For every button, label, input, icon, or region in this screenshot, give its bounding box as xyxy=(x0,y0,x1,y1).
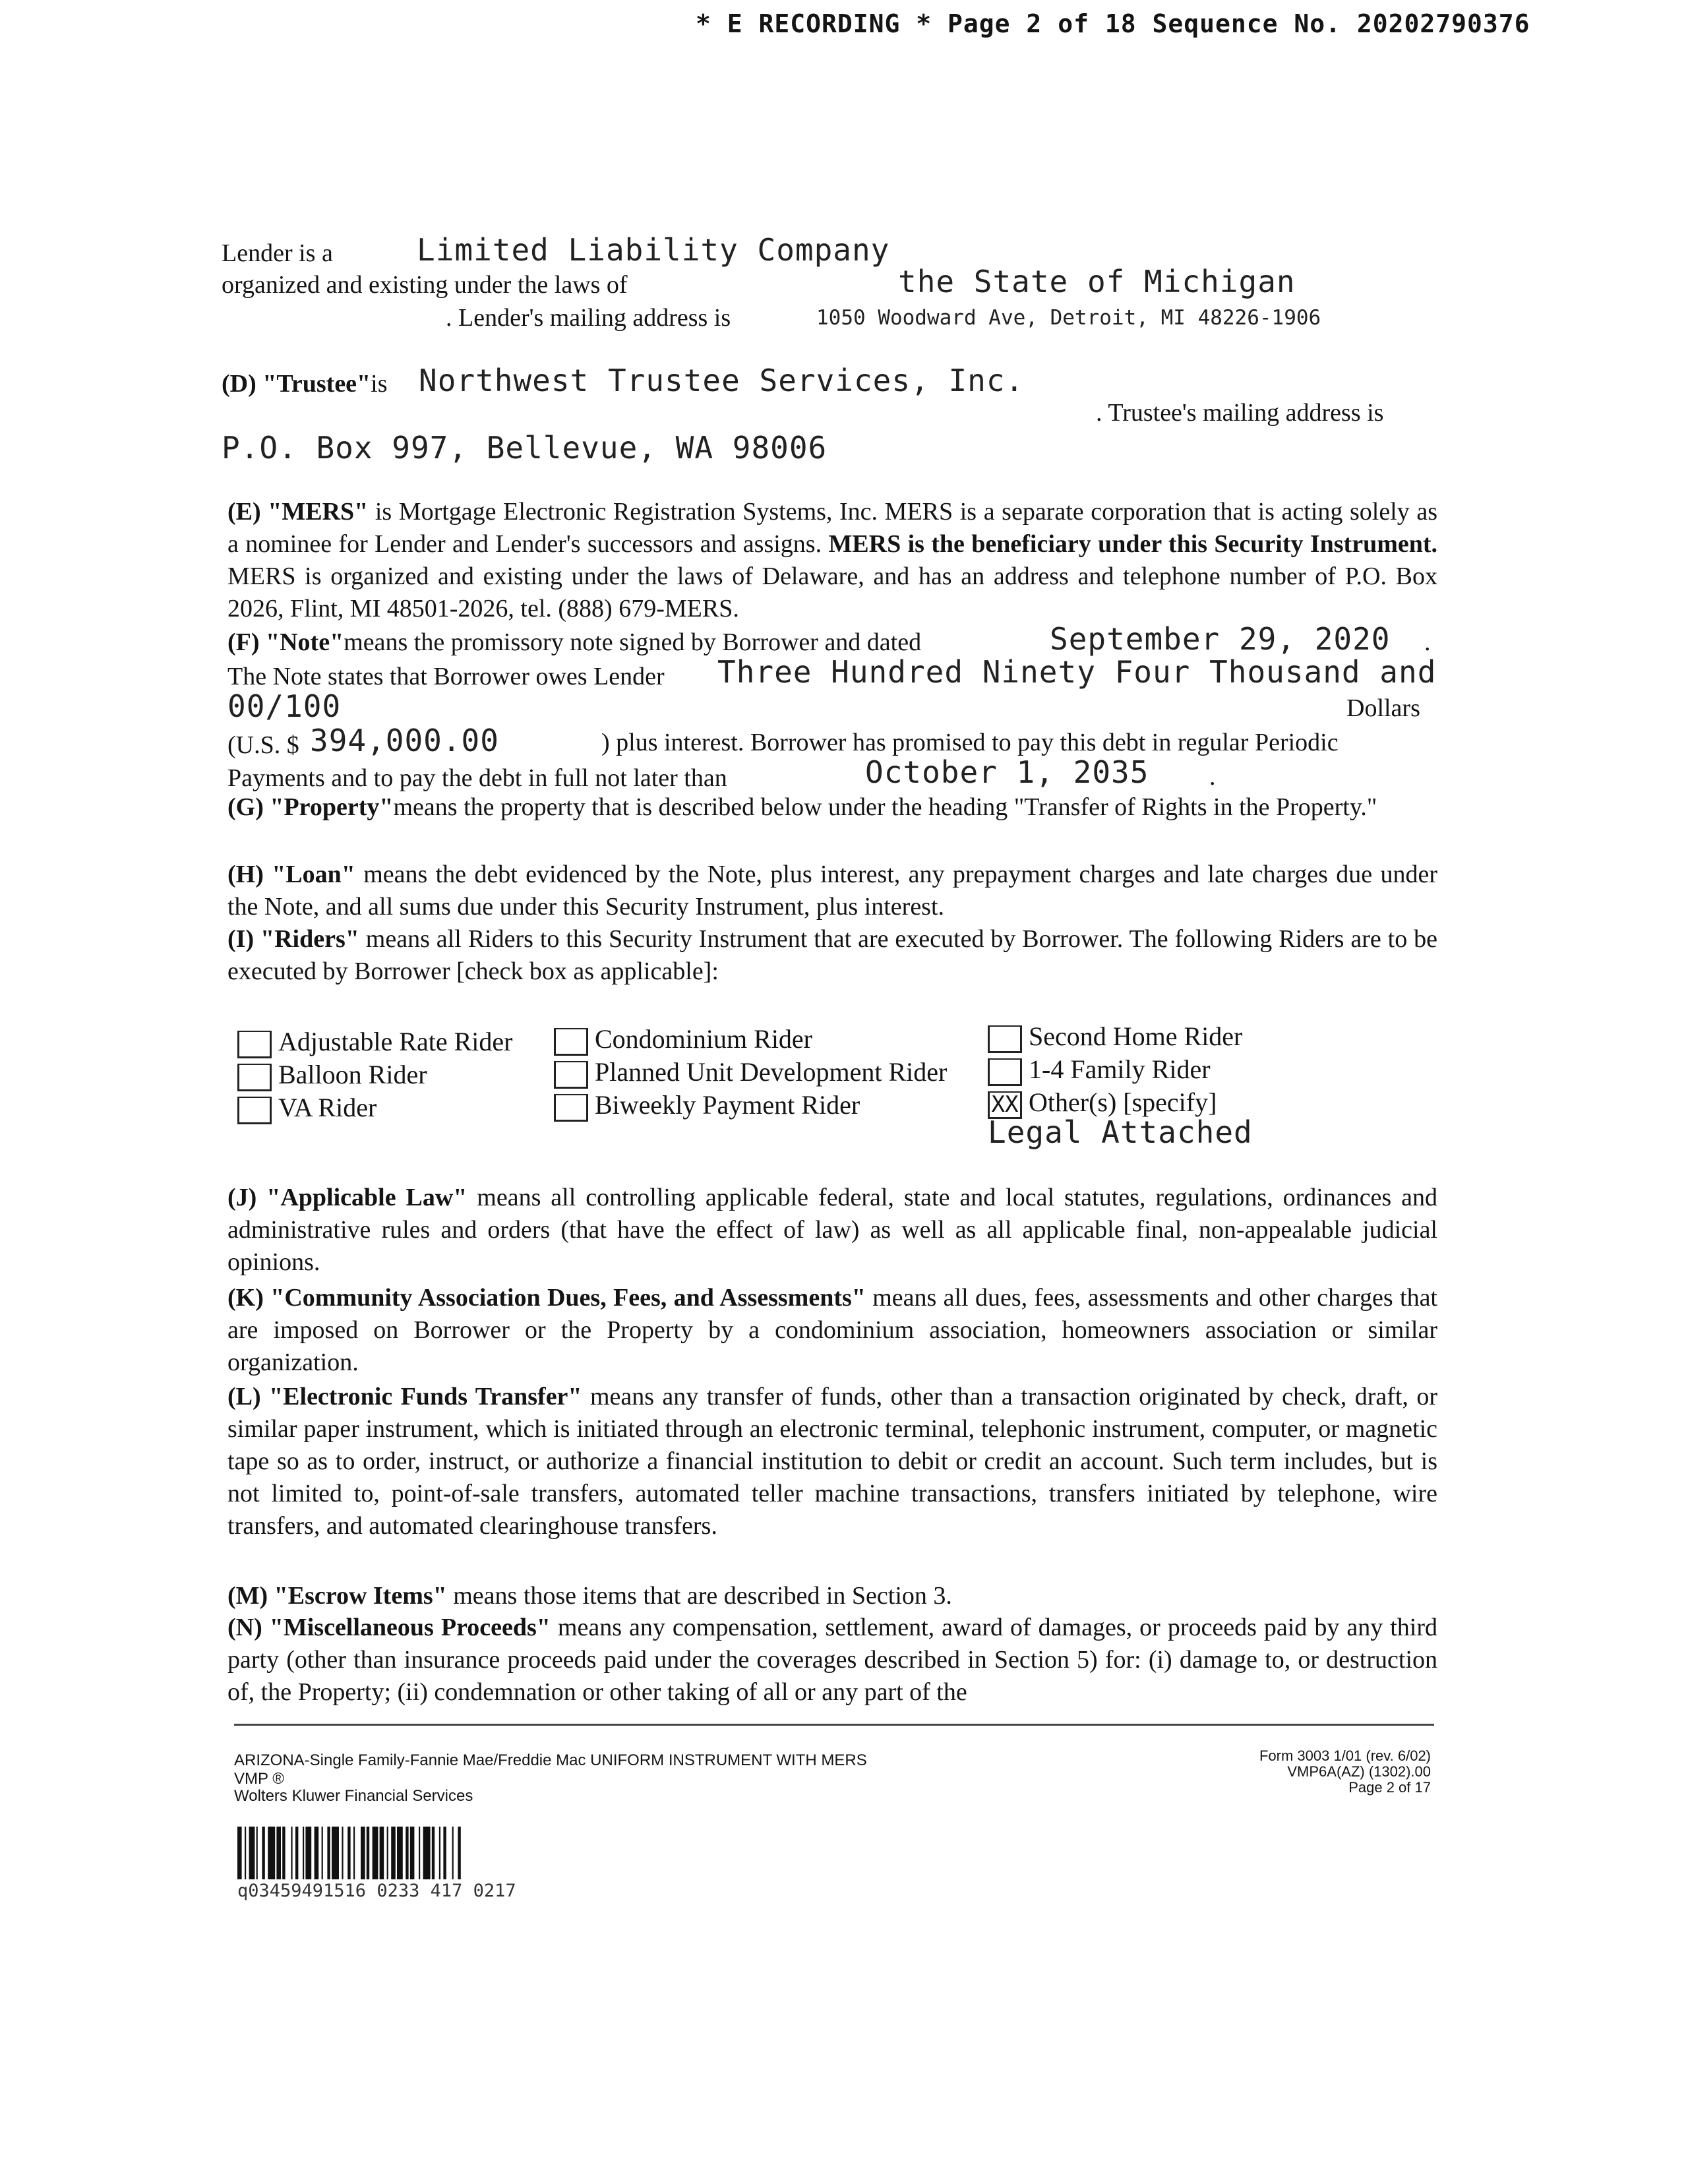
rider-label: Adjustable Rate Rider xyxy=(278,1027,513,1056)
rider-adjustable-rate xyxy=(237,1026,512,1058)
note-label: (F) "Note" xyxy=(227,628,344,656)
riders-text: means all Riders to this Security Instrument that are executed by Borrower. The following Riders are to be executed by Borrower [check box as applicable]: xyxy=(227,925,1437,985)
trustee-address: P.O. Box 997, Bellevue, WA 98006 xyxy=(222,430,828,466)
community-paragraph xyxy=(227,1282,1437,1379)
property-text: means the property that is described below under the heading "Transfer of Rights in the Property." xyxy=(393,793,1377,821)
barcode-bar xyxy=(249,1827,255,1879)
note-amount-words: Three Hundred Ninety Four Thousand and xyxy=(717,654,1437,690)
rider-label: Biweekly Payment Rider xyxy=(595,1090,860,1120)
rider-biweekly xyxy=(554,1089,860,1122)
barcode-bar xyxy=(410,1827,415,1879)
barcode-bar xyxy=(391,1827,396,1879)
barcode-text: q03459491516 0233 417 0217 xyxy=(237,1881,516,1901)
lender-prefix: Lender is a xyxy=(222,239,333,267)
escrow-text: means those items that are described in Section 3. xyxy=(446,1582,952,1610)
property-paragraph xyxy=(227,791,1437,824)
barcode-bar xyxy=(423,1827,431,1879)
note-maturity: October 1, 2035 xyxy=(865,754,1149,790)
lender-address: 1050 Woodward Ave, Detroit, MI 48226-1906 xyxy=(816,306,1321,330)
barcode xyxy=(237,1827,712,1879)
trustee-name: Northwest Trustee Services, Inc. xyxy=(419,363,1025,398)
rider-label: Balloon Rider xyxy=(278,1060,427,1089)
applicable-law-label: (J) "Applicable Law" xyxy=(227,1184,467,1211)
note-amount: 394,000.00 xyxy=(310,723,499,758)
escrow-label: (M) "Escrow Items" xyxy=(227,1582,447,1610)
barcode-bar xyxy=(332,1827,339,1879)
trustee-is: is xyxy=(371,370,388,398)
misc-text: means any compensation, settlement, award of damages, or proceeds paid by any third party (other than insurance proceeds paid under the coverages described in Section 5) for: (i) damage to, or destruction of, the Property; (ii) condemnation or other taking of all or any part of the xyxy=(227,1614,1437,1706)
riders-paragraph xyxy=(227,923,1437,988)
barcode-bar xyxy=(327,1827,330,1879)
barcode-bar xyxy=(406,1827,408,1879)
note-text3: ) plus interest. Borrower has promised to pay this debt in regular Periodic xyxy=(601,729,1339,756)
trustee-address-label: . Trustee's mailing address is xyxy=(1096,399,1384,427)
note-line1 xyxy=(227,628,921,657)
eft-paragraph xyxy=(227,1381,1437,1542)
mers-label: (E) "MERS" xyxy=(227,498,369,526)
loan-text: means the debt evidenced by the Note, plus interest, any prepayment charges and late charges due under the Note, and all sums due under this Security Instrument, plus interest. xyxy=(227,861,1437,921)
barcode-bar xyxy=(387,1827,388,1879)
barcode-bar xyxy=(452,1827,454,1879)
barcode-bar xyxy=(282,1827,285,1879)
note-text1: means the promissory note signed by Borrower and dated xyxy=(344,628,922,656)
barcode-bar xyxy=(268,1827,275,1879)
barcode-bar xyxy=(353,1827,355,1879)
rider-second-home xyxy=(988,1021,1242,1053)
barcode-bar xyxy=(315,1827,319,1879)
condominium-checkbox[interactable] xyxy=(554,1028,588,1056)
rider-label: Planned Unit Development Rider xyxy=(595,1057,948,1087)
note-dollars: Dollars xyxy=(1346,694,1420,722)
barcode-bar xyxy=(245,1827,246,1879)
lender-state: the State of Michigan xyxy=(898,264,1296,299)
barcode-bar xyxy=(380,1827,384,1879)
rider-label: Other(s) [specify] xyxy=(1029,1087,1217,1117)
barcode-bar xyxy=(458,1827,460,1879)
barcode-bar xyxy=(322,1827,323,1879)
note-date: September 29, 2020 xyxy=(1050,621,1391,657)
riders-label: (I) "Riders" xyxy=(227,925,359,953)
applicable-law-paragraph xyxy=(227,1182,1437,1279)
rider-balloon xyxy=(237,1059,427,1091)
balloon-checkbox[interactable] xyxy=(237,1064,272,1091)
other-checkbox[interactable]: XX xyxy=(988,1091,1022,1119)
barcode-bar xyxy=(342,1827,343,1879)
footer-vmp: VMP ® xyxy=(234,1770,284,1788)
applicable-law-text: means all controlling applicable federal, state and local statutes, regulations, ordinances and administrative rules and orders (that have the effect of law) as well as all applicable final, non-appealable judicial opinions. xyxy=(227,1184,1437,1276)
barcode-bar xyxy=(262,1827,264,1879)
note-us: (U.S. $ xyxy=(227,731,299,759)
footer-page-number: Page 2 of 17 xyxy=(1348,1779,1431,1796)
misc-label: (N) "Miscellaneous Proceeds" xyxy=(227,1614,551,1641)
rider-label: VA Rider xyxy=(278,1093,377,1122)
barcode-bar xyxy=(367,1827,369,1879)
other-specify-value: Legal Attached xyxy=(988,1114,1253,1150)
community-label: (K) "Community Association Dues, Fees, and Assessments" xyxy=(227,1284,866,1312)
rider-pud xyxy=(554,1056,947,1089)
barcode-bar xyxy=(347,1827,350,1879)
barcode-bar xyxy=(291,1827,292,1879)
lender-type: Limited Liability Company xyxy=(417,232,890,268)
rider-label: 1-4 Family Rider xyxy=(1029,1054,1211,1084)
mers-paragraph xyxy=(227,496,1437,625)
rider-va xyxy=(237,1092,377,1124)
rider-label: Second Home Rider xyxy=(1029,1021,1243,1051)
va-checkbox[interactable] xyxy=(237,1097,272,1124)
trustee-label: (D) "Trustee" xyxy=(222,370,371,398)
misc-paragraph xyxy=(227,1612,1437,1709)
barcode-bar xyxy=(295,1827,298,1879)
biweekly-checkbox[interactable] xyxy=(554,1094,588,1122)
barcode-bar xyxy=(256,1827,258,1879)
footer-publisher: Wolters Kluwer Financial Services xyxy=(234,1787,473,1805)
eft-text: means any transfer of funds, other than a transaction originated by check, draft, or similar paper instrument, which is initiated through an electronic terminal, telephonic instrument, computer, or magnetic tape so as to order, instruct, or authorize a financial institution to debit or credit an account. Such term includes, but is not limited to, point-of-sale transfers, automated teller machine transactions, transfers initiated by telephone, wire transfers, and automated clearinghouse transfers. xyxy=(227,1383,1437,1540)
second-home-checkbox[interactable] xyxy=(988,1025,1022,1053)
barcode-bar xyxy=(237,1827,242,1879)
pud-checkbox[interactable] xyxy=(554,1061,588,1089)
mers-bold: MERS is the beneficiary under this Security Instrument. xyxy=(828,530,1438,558)
footer-vmp-code: VMP6A(AZ) (1302).00 xyxy=(1287,1763,1431,1780)
barcode-bar xyxy=(443,1827,446,1879)
note-maturity-period: . xyxy=(1209,763,1216,791)
barcode-bar xyxy=(397,1827,403,1879)
adjustable-rate-checkbox[interactable] xyxy=(237,1031,272,1058)
rider-label: Condominium Rider xyxy=(595,1024,812,1054)
footer-form-title: ARIZONA-Single Family-Fannie Mae/Freddie Mac UNIFORM INSTRUMENT WITH MERS xyxy=(234,1751,867,1769)
footer-divider xyxy=(234,1724,1434,1726)
eft-label: (L) "Electronic Funds Transfer" xyxy=(227,1383,582,1410)
barcode-bar xyxy=(419,1827,420,1879)
barcode-bar xyxy=(432,1827,435,1879)
trustee-line xyxy=(222,369,388,398)
escrow-paragraph xyxy=(227,1580,1437,1612)
family-checkbox[interactable] xyxy=(988,1058,1022,1086)
rider-1-4-family xyxy=(988,1054,1211,1086)
lender-organized-label: organized and existing under the laws of xyxy=(222,271,628,299)
mers-text2: MERS is organized and existing under the laws of Delaware, and has an address and telephone number of P.O. Box 2026, Flint, MI 48501-2026, tel. (888) 679-MERS. xyxy=(227,562,1437,622)
note-date-period: . xyxy=(1424,628,1431,656)
footer-form-number: Form 3003 1/01 (rev. 6/02) xyxy=(1259,1747,1431,1764)
loan-paragraph xyxy=(227,859,1437,923)
property-label: (G) "Property" xyxy=(227,793,394,821)
barcode-bar xyxy=(303,1827,304,1879)
lender-address-label: . Lender's mailing address is xyxy=(446,304,731,332)
community-text: means all dues, fees, assessments and other charges that are imposed on Borrower or the Property by a condominium association, homeowners association or similar organization. xyxy=(227,1284,1437,1376)
note-text2: The Note states that Borrower owes Lender xyxy=(227,663,665,690)
note-amount-words2: 00/100 xyxy=(227,688,342,724)
barcode-bar xyxy=(373,1827,378,1879)
barcode-bar xyxy=(276,1827,281,1879)
loan-label: (H) "Loan" xyxy=(227,861,355,888)
rider-condominium xyxy=(554,1023,812,1056)
barcode-bar xyxy=(361,1827,365,1879)
note-text4: Payments and to pay the debt in full not later than xyxy=(227,764,727,792)
barcode-bar xyxy=(439,1827,440,1879)
mers-text1: is Mortgage Electronic Registration Systems, Inc. MERS is a separate corporation that is acting solely as a nominee for Lender and Lender's successors and assigns. xyxy=(227,498,1438,558)
recording-header: * E RECORDING * Page 2 of 18 Sequence No. 20202790376 xyxy=(696,9,1530,38)
barcode-bar xyxy=(305,1827,311,1879)
